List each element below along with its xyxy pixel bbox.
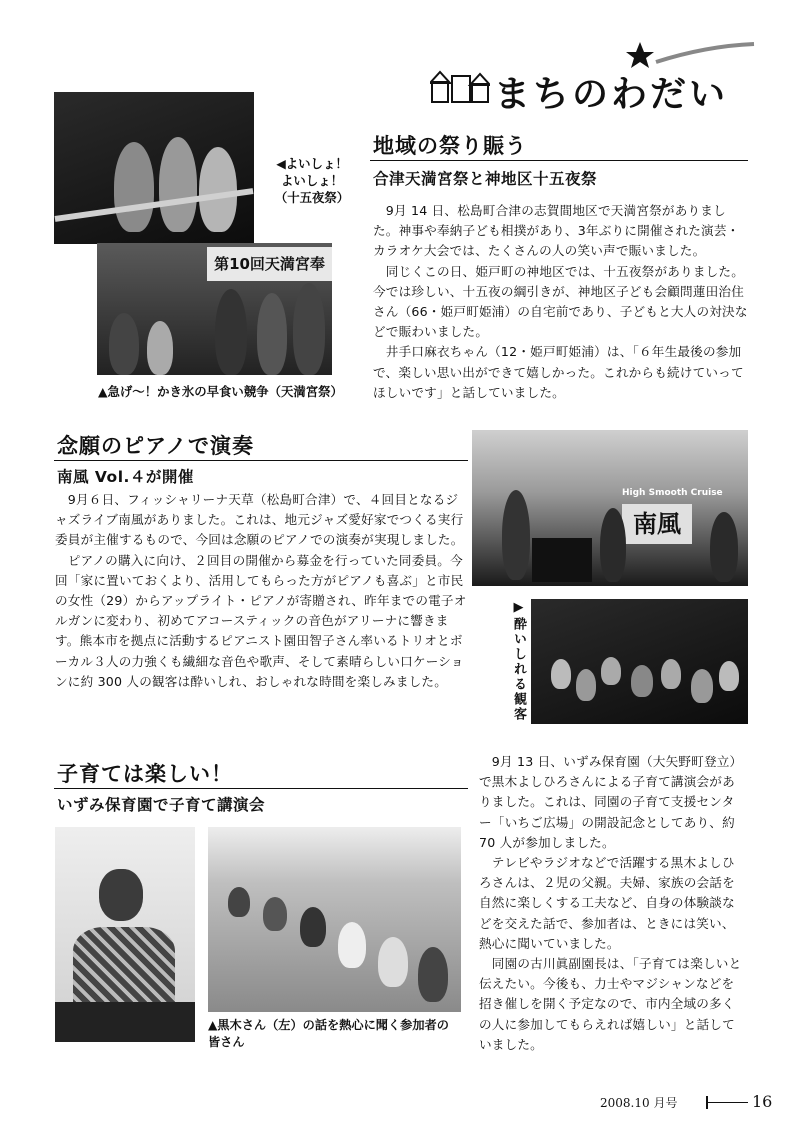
stage-sign: High Smooth Cruise — [622, 488, 723, 498]
caption-ice-race: ▲急げ～！かき氷の早食い競争（天満宮祭） — [98, 384, 343, 399]
issue-label: 2008.10 月号 — [600, 1096, 678, 1110]
banner: 第10回天満宮奉 — [207, 247, 332, 281]
audience-photo — [531, 599, 748, 724]
stage-photo — [472, 430, 748, 586]
lecture-photo — [208, 827, 461, 1012]
stage-banner: 南風 — [622, 504, 692, 544]
caption-lecture: ▲黒木さん（左）の話を熱心に聞く参加者の 皆さん — [208, 1018, 449, 1049]
section3-rule — [54, 788, 468, 789]
footer-rule — [708, 1102, 748, 1103]
section3-body: 9月 13 日、いずみ保育園（大矢野町登立）で黒木よしひろさんによる子育て講演会がありました。これは、同園の子育て支援センター「いちご広場」の開設記念としてあり、約 70 人が参加しました。 テレビやラジオなどで活躍する黒木よしひろさんは、２児の父親。夫婦、家族の会話を自然に楽しくする工夫など、自身の体験談などを交えた話で、参加者は、ときには笑い、熱心に聞いていました。 同園の古川眞副園長は、「子育ては楽しいと伝えたい。今後も、力士やマジシャンなどを招き催しを開く予定なので、市内全域の多くの人に参加してもらえれば嬉しい」と話していました。 — [479, 754, 743, 1052]
speaker-photo — [55, 827, 195, 1042]
caption-tug-of-war: ◀よいしょ！ よいしょ！ （十五夜祭） — [274, 156, 350, 205]
page-number: 16 — [752, 1092, 773, 1111]
section1-heading: 地域の祭り賑う — [373, 134, 527, 158]
town-houses-icon — [430, 68, 490, 104]
section2-heading: 念願のピアノで演奏 — [57, 434, 254, 458]
section2-subheading: 南風 Vol.４が開催 — [57, 468, 194, 486]
section3-subheading: いずみ保育園で子育て講演会 — [57, 796, 266, 814]
section1-rule — [370, 160, 748, 161]
header-logo — [430, 40, 760, 115]
section1-subheading: 合津天満宮祭と神地区十五夜祭 — [373, 170, 598, 188]
section2-body: 9月６日、フィッシャリーナ天草（松島町合津）で、４回目となるジャズライブ南風がありました。これは、地元ジャズ愛好家でつくる実行委員が主催するもので、今回は念願のピアノでの演奏が実現しました。 ピアノの購入に向け、２回目の開催から募金を行っていた同委員。今回「家に置いておくより、活用してもらった方がピアノも喜ぶ」と市民の女性（29）からアップライト・ピアノが寄贈され、昨年までの電子オルガンに変わり、初めてアコースティックの音色がアリーナに響きます。熊本市を拠点に活動するピアニスト園田智子さん率いるトリオとボーカル３人の力強くも繊細な音色や歌声、そして素晴らしい口ケーションに約 300 人の観客は酔いしれ、おしゃれな時間を楽しみました。 — [55, 492, 467, 689]
section2-rule — [54, 460, 468, 461]
section3-heading: 子育ては楽しい！ — [57, 762, 233, 786]
tug-of-war-photo — [54, 92, 254, 244]
footer — [600, 1092, 773, 1112]
ice-eating-photo — [97, 243, 332, 375]
section1-body: 9月 14 日、松島町合津の志賀間地区で天満宮祭がありました。神事や奉納子ども相撲があり、3年ぶりに開催された演芸・カラオケ大会では、たくさんの人の笑い声で賑いました。 同じくこの日、姫戸町の神地区では、十五夜祭がありました。今では珍しい、十五夜の綱引きが、神地区子ども会顧問蓮田治住さん（66・姫戸町姫浦）の自宅前であり、子どもと大人の対決などで賑わいました。 井手口麻衣ちゃん（12・姫戸町姫浦）は、「６年生最後の参加で、楽しい思い出ができて嬉しかった。これからも続けていってほしいです」と話していました。 — [373, 203, 748, 400]
header-title: まちのわだい — [494, 74, 729, 115]
caption-audience: ▶酔いしれる観客 — [511, 600, 526, 722]
